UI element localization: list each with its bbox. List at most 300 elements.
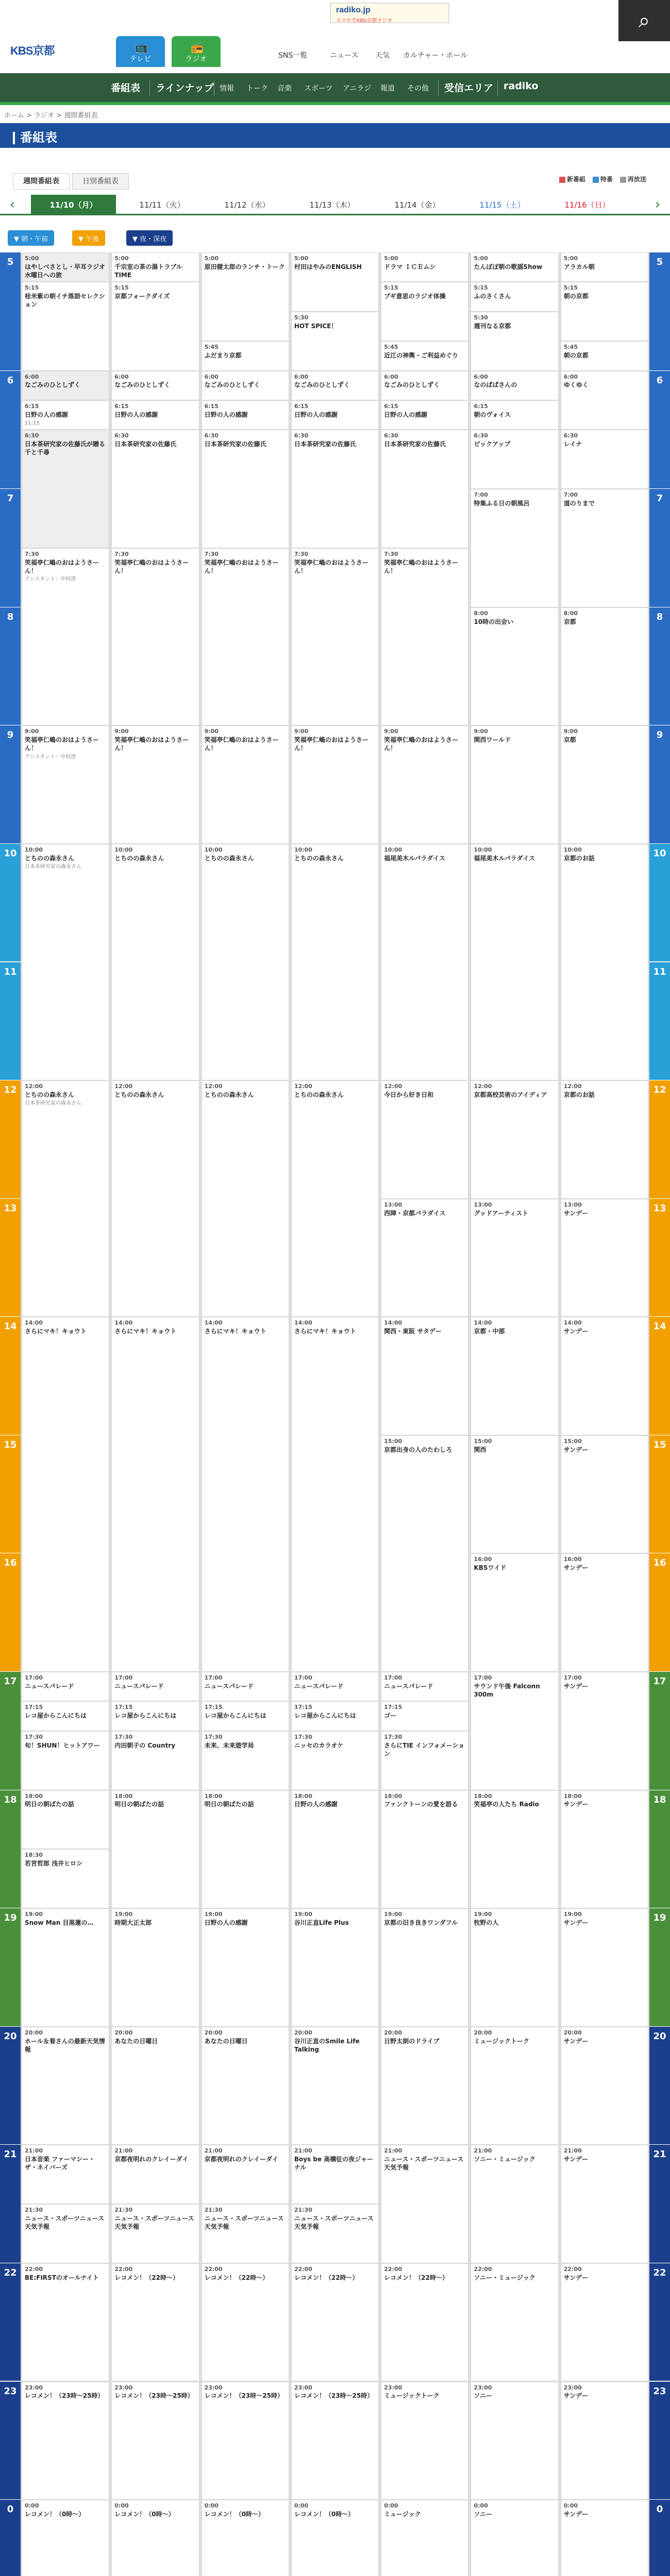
program-cell[interactable]	[22, 1790, 109, 1850]
hour-label: 11	[649, 962, 670, 1081]
tab-weekly[interactable]: 週間番組表	[13, 173, 70, 190]
program-cell[interactable]	[561, 341, 648, 370]
program-cell[interactable]	[471, 252, 558, 282]
program-cell[interactable]	[111, 1701, 199, 1731]
program-cell[interactable]	[471, 400, 558, 430]
program-time: 10:00	[563, 846, 582, 853]
program-cell[interactable]	[22, 1701, 109, 1731]
program-time: 6:30	[25, 432, 39, 439]
program-time: 7:00	[474, 492, 488, 499]
program-cell[interactable]	[291, 2204, 379, 2263]
program-cell[interactable]	[111, 282, 199, 370]
program-time: 9:00	[294, 728, 309, 735]
program-cell[interactable]	[561, 1317, 648, 1435]
program-cell[interactable]	[202, 2204, 289, 2263]
day-column	[560, 252, 649, 2576]
nav-talk[interactable]: トーク	[246, 84, 268, 93]
program-cell[interactable]	[111, 1080, 199, 1317]
program-cell[interactable]	[471, 1435, 558, 1554]
program-cell[interactable]	[111, 2145, 199, 2204]
program-cell[interactable]	[22, 1731, 109, 1790]
nav-schedule[interactable]: 番組表	[111, 82, 141, 94]
program-cell[interactable]	[202, 400, 289, 430]
program-cell[interactable]	[471, 489, 558, 607]
program-cell[interactable]	[202, 725, 289, 844]
program-time: 15:00	[384, 1437, 403, 1445]
program-cell[interactable]	[202, 1672, 289, 1701]
program-time: 13:00	[474, 1201, 492, 1208]
program-time: 9:00	[384, 728, 398, 735]
filter-afternoon[interactable]: ▼ 午後	[72, 230, 105, 246]
program-cell[interactable]	[471, 1672, 558, 1790]
program-cell[interactable]	[471, 1553, 558, 1672]
program-cell[interactable]	[111, 2500, 199, 2576]
program-cell[interactable]	[381, 1672, 468, 1701]
program-title: 朝のヴォイス	[474, 411, 511, 418]
program-time: 17:30	[25, 1733, 43, 1740]
chevron-right-icon: ›	[655, 197, 661, 212]
program-time: 6:30	[384, 432, 398, 439]
program-time: 21:30	[114, 2207, 133, 2214]
hour-label: 18	[649, 1790, 670, 1909]
program-cell[interactable]	[111, 1908, 199, 2027]
program-cell[interactable]	[111, 1790, 199, 1909]
program-title: 関西・東阪 サタデー	[384, 1328, 442, 1335]
program-cell[interactable]	[111, 430, 199, 548]
program-cell[interactable]	[202, 252, 289, 341]
program-title: ミュージックトーク	[384, 2392, 440, 2400]
hour-label: 13	[0, 1199, 21, 1317]
program-time: 5:15	[114, 284, 129, 292]
program-cell[interactable]	[22, 1317, 109, 1672]
program-cell[interactable]	[22, 1849, 109, 1908]
program-cell[interactable]	[471, 2382, 558, 2500]
program-cell[interactable]	[471, 1317, 558, 1435]
program-title: 日野の人の感謝	[25, 411, 69, 418]
program-title: 京都のお話	[563, 1091, 595, 1098]
program-time: 6:00	[294, 373, 309, 380]
program-time: 9:00	[204, 728, 219, 735]
program-cell[interactable]	[471, 1080, 558, 1199]
site-header	[0, 0, 670, 73]
program-cell[interactable]	[291, 2382, 379, 2500]
program-cell[interactable]	[111, 252, 199, 282]
legend	[559, 175, 651, 183]
program-cell[interactable]	[291, 1908, 379, 2027]
hour-label: 15	[649, 1435, 670, 1554]
program-title: 明日の朝ばたの話	[204, 1801, 254, 1808]
program-title: サンデー	[563, 2510, 589, 2518]
program-cell[interactable]	[381, 400, 468, 430]
program-cell[interactable]	[22, 430, 109, 548]
program-cell[interactable]	[111, 1731, 199, 1790]
program-cell[interactable]	[202, 1908, 289, 2027]
program-cell[interactable]	[202, 341, 289, 370]
filter-morning[interactable]: ▼ 朝・午前	[8, 230, 54, 246]
program-time: 22:00	[563, 2265, 582, 2273]
program-time: 6:15	[114, 402, 129, 410]
nav-music[interactable]: 音楽	[277, 84, 292, 93]
program-cell[interactable]	[202, 844, 289, 1080]
program-title: レコメン！（22時〜）	[114, 2274, 179, 2281]
program-time: 6:00	[25, 373, 39, 380]
program-cell[interactable]	[381, 1435, 468, 1672]
program-cell[interactable]	[202, 548, 289, 725]
schedule-grid	[0, 252, 670, 2576]
program-cell[interactable]	[111, 844, 199, 1080]
program-cell[interactable]	[291, 2145, 379, 2204]
program-cell[interactable]	[381, 844, 468, 1080]
program-cell[interactable]	[22, 1908, 109, 2027]
date-tab[interactable]: 11/13（木）	[309, 200, 355, 210]
date-tab[interactable]: 11/15（土）	[479, 200, 525, 210]
nav-info[interactable]: 情報	[220, 84, 234, 93]
program-cell[interactable]	[291, 2027, 379, 2145]
program-cell[interactable]	[561, 371, 648, 430]
program-cell[interactable]	[471, 312, 558, 371]
program-time: 21:30	[25, 2207, 43, 2214]
program-cell[interactable]	[291, 252, 379, 312]
program-cell[interactable]	[381, 2263, 468, 2382]
program-time: 6:30	[204, 432, 219, 439]
program-cell[interactable]	[381, 1731, 468, 1790]
program-cell[interactable]	[561, 1908, 648, 2027]
program-title: 笑福亭仁嶋のおはようさーん！	[204, 558, 279, 574]
program-cell[interactable]	[22, 2263, 109, 2382]
link-weather[interactable]: 天気	[375, 52, 390, 60]
program-time: 22:00	[384, 2265, 403, 2273]
program-cell[interactable]	[202, 371, 289, 400]
program-time: 18:00	[384, 1792, 403, 1800]
program-cell[interactable]	[22, 1080, 109, 1317]
date-tab[interactable]: 11/14（金）	[394, 200, 440, 210]
program-cell[interactable]	[22, 844, 109, 1080]
program-cell[interactable]	[561, 2263, 648, 2382]
program-cell[interactable]	[291, 2500, 379, 2576]
date-tab[interactable]: 11/11（火）	[139, 200, 185, 210]
program-time: 9:00	[114, 728, 129, 735]
nav-other[interactable]: その他	[407, 84, 429, 93]
program-cell[interactable]	[291, 312, 379, 371]
program-cell[interactable]	[471, 2500, 558, 2576]
program-time: 10:00	[384, 846, 403, 853]
program-cell[interactable]	[471, 2027, 558, 2145]
program-cell[interactable]	[291, 548, 379, 725]
program-cell[interactable]	[291, 1317, 379, 1672]
program-cell[interactable]	[561, 607, 648, 726]
program-cell[interactable]	[111, 548, 199, 725]
date-tab[interactable]: 11/16（日）	[564, 200, 610, 210]
program-cell[interactable]	[381, 430, 468, 548]
program-time: 21:00	[114, 2147, 133, 2155]
program-title: Boys be 高橋征の夜ジャーナル	[294, 2156, 374, 2172]
program-cell[interactable]	[291, 371, 379, 400]
program-title: 関西	[474, 1446, 487, 1453]
program-cell[interactable]	[561, 2382, 648, 2500]
program-title: 牧野の人	[474, 1919, 499, 1926]
program-cell[interactable]	[202, 2382, 289, 2500]
program-cell[interactable]	[291, 844, 379, 1080]
program-cell[interactable]	[381, 1317, 468, 1435]
program-cell[interactable]	[471, 1908, 558, 2027]
program-cell[interactable]	[111, 371, 199, 400]
link-news[interactable]: ニュース	[330, 52, 359, 60]
program-cell[interactable]	[381, 2145, 468, 2263]
program-cell[interactable]	[291, 1731, 379, 1790]
radiko-banner[interactable]: radiko.jp スマホでKBS京都ラジオ	[330, 3, 449, 23]
program-cell[interactable]	[471, 371, 558, 400]
program-time: 5:30	[474, 314, 488, 321]
program-cell[interactable]	[381, 341, 468, 370]
program-time: 20:00	[114, 2029, 133, 2036]
program-title: ソニー・ミュージック	[474, 2156, 535, 2163]
nav-area[interactable]: 受信エリア	[444, 82, 494, 94]
program-title: 福尾美木ルパラダイス	[384, 854, 445, 862]
program-title: とちのの森永さん	[25, 854, 75, 862]
nav-lineup[interactable]: ラインナップ	[156, 82, 214, 94]
program-cell[interactable]	[291, 400, 379, 430]
program-time: 14:00	[294, 1319, 312, 1327]
program-cell[interactable]	[291, 725, 379, 844]
program-time: 17:30	[114, 1733, 133, 1740]
program-cell[interactable]	[202, 1080, 289, 1317]
program-cell[interactable]	[561, 1672, 648, 1790]
program-cell[interactable]	[22, 282, 109, 370]
program-time: 5:45	[563, 344, 578, 351]
program-time: 19:00	[384, 1911, 403, 1918]
program-time: 20:00	[563, 2029, 582, 2036]
program-cell[interactable]	[561, 2145, 648, 2263]
program-title: ミュージックトーク	[474, 2037, 529, 2045]
program-cell[interactable]	[111, 1317, 199, 1672]
program-cell[interactable]	[22, 548, 109, 725]
program-cell[interactable]	[471, 282, 558, 311]
program-cell[interactable]	[381, 1790, 468, 1909]
program-cell[interactable]	[381, 282, 468, 341]
program-time: 9:00	[563, 728, 578, 735]
program-cell[interactable]	[561, 725, 648, 844]
program-cell[interactable]	[202, 1731, 289, 1790]
program-cell[interactable]	[202, 1790, 289, 1909]
program-time: 5:00	[563, 255, 578, 262]
program-time: 19:00	[25, 1911, 43, 1918]
program-cell[interactable]	[202, 2263, 289, 2382]
program-title: 笑福亭仁嶋のおはようさーん！	[294, 736, 368, 752]
nav-news[interactable]: 報道	[380, 84, 395, 93]
program-cell[interactable]	[22, 2204, 109, 2263]
program-cell[interactable]	[471, 607, 558, 726]
program-title: ソニー	[474, 2510, 493, 2518]
program-time: 0:00	[294, 2502, 309, 2510]
date-tab[interactable]: 11/10（月）	[31, 195, 116, 215]
program-cell[interactable]	[291, 430, 379, 548]
tab-daily[interactable]: 日別番組表	[72, 173, 129, 190]
program-sub: 日本茶研究家の森永さん	[25, 1100, 81, 1107]
tab-radio[interactable]: 📻 ラジオ	[172, 36, 221, 67]
tab-tv[interactable]: 📺 テレビ	[116, 36, 165, 67]
program-cell[interactable]	[111, 2382, 199, 2500]
program-time: 15:00	[474, 1437, 492, 1445]
program-cell[interactable]	[471, 2145, 558, 2263]
program-cell[interactable]	[111, 2263, 199, 2382]
program-title: グッドアーティスト	[474, 1209, 529, 1217]
program-cell[interactable]	[381, 1908, 468, 2027]
program-title: 谷川正直Life Plus	[294, 1919, 349, 1926]
hour-label: 7	[649, 489, 670, 607]
program-cell[interactable]	[471, 430, 558, 489]
program-cell[interactable]	[22, 400, 109, 430]
program-title: サンデー	[563, 2392, 589, 2400]
program-cell[interactable]	[22, 2145, 109, 2204]
program-cell[interactable]	[22, 2382, 109, 2500]
program-time: 5:00	[384, 255, 398, 262]
program-cell[interactable]	[561, 1080, 648, 1199]
program-cell[interactable]	[202, 1317, 289, 1672]
program-cell[interactable]	[291, 2263, 379, 2382]
next-week-button[interactable]	[650, 195, 665, 215]
program-cell[interactable]	[111, 2204, 199, 2263]
program-cell[interactable]	[202, 2027, 289, 2145]
program-cell[interactable]	[111, 2027, 199, 2145]
program-title: ふだまり京都	[204, 352, 242, 360]
program-time: 21:30	[204, 2207, 223, 2214]
program-title: 京都夜明れのクレイーダイ	[204, 2156, 278, 2163]
program-cell[interactable]	[22, 371, 109, 400]
program-time: 8:00	[563, 609, 578, 617]
program-title: とちのの森永さん	[294, 1091, 344, 1098]
program-cell[interactable]	[471, 844, 558, 1080]
program-title: ソニー・ミュージック	[474, 2274, 535, 2281]
program-title: 笑福亭の人たち Radio	[474, 1801, 539, 1808]
program-cell[interactable]	[561, 1553, 648, 1672]
program-cell[interactable]	[561, 2027, 648, 2145]
program-cell[interactable]	[291, 1672, 379, 1701]
program-cell[interactable]	[202, 2500, 289, 2576]
program-cell[interactable]	[381, 725, 468, 844]
program-title: ニュースパレード	[204, 1682, 254, 1690]
program-cell[interactable]	[22, 1672, 109, 1701]
program-title: とちのの森永さん	[204, 854, 254, 862]
program-cell[interactable]	[561, 252, 648, 282]
program-title: レコメン！（22時〜）	[384, 2274, 448, 2281]
program-cell[interactable]	[381, 1199, 468, 1317]
program-cell[interactable]	[381, 371, 468, 400]
program-cell[interactable]	[111, 400, 199, 430]
program-title: 京都夜明れのクレイーダイ	[114, 2156, 189, 2163]
program-title: レコメン！（23時〜25時）	[114, 2392, 194, 2400]
main-nav	[0, 73, 670, 105]
site-logo[interactable]: KBS京都	[10, 44, 55, 57]
program-cell[interactable]	[381, 2027, 468, 2145]
date-tab[interactable]: 11/12（水）	[224, 200, 270, 210]
program-cell[interactable]	[202, 2145, 289, 2204]
nav-radiko[interactable]: radiko	[504, 80, 539, 92]
program-title: 笑福亭仁嶋のおはようさーん！	[384, 736, 459, 752]
program-cell[interactable]	[471, 2263, 558, 2382]
program-cell[interactable]	[471, 1790, 558, 1909]
program-title: 日本茶研究家の佐藤氏	[384, 440, 446, 448]
program-cell[interactable]	[111, 725, 199, 844]
program-cell[interactable]	[381, 1080, 468, 1199]
program-time: 22:00	[474, 2265, 492, 2273]
program-time: 16:00	[563, 1556, 582, 1563]
program-title: 朝の京都	[563, 352, 589, 360]
program-title: 京都・中部	[474, 1328, 505, 1335]
program-time: 17:15	[114, 1704, 133, 1711]
program-cell[interactable]	[22, 2027, 109, 2145]
program-cell[interactable]	[22, 2500, 109, 2576]
program-time: 6:15	[204, 402, 219, 410]
nav-sports[interactable]: スポーツ	[304, 84, 333, 93]
program-cell[interactable]	[22, 725, 109, 844]
hour-label: 21	[649, 2145, 670, 2263]
program-cell[interactable]	[561, 1790, 648, 1909]
legend-new: 新番組	[559, 175, 585, 183]
program-title: さらにTIE インフォメーション	[384, 1741, 465, 1757]
program-cell[interactable]	[202, 430, 289, 548]
program-cell[interactable]	[561, 2500, 648, 2576]
program-cell[interactable]	[381, 548, 468, 725]
search-icon: ⌕	[638, 9, 650, 32]
program-cell[interactable]	[381, 252, 468, 282]
program-cell[interactable]	[561, 430, 648, 489]
program-cell[interactable]	[561, 282, 648, 341]
program-title: 関西ワールド	[474, 736, 511, 744]
program-cell[interactable]	[111, 1672, 199, 1701]
link-sns[interactable]: SNS一覧	[278, 52, 308, 60]
program-title: とちのの森永さん	[294, 854, 344, 862]
program-cell[interactable]	[291, 1701, 379, 1731]
program-cell[interactable]	[202, 1701, 289, 1731]
program-title: レコ屋からこんにちは	[25, 1712, 87, 1720]
program-cell[interactable]	[561, 489, 648, 607]
program-cell[interactable]	[291, 1080, 379, 1317]
program-title: ゆくゆく	[563, 381, 589, 389]
program-title: なごみのひとしずく	[204, 381, 260, 389]
program-cell[interactable]	[561, 844, 648, 1080]
nav-accent-bar	[0, 102, 670, 105]
program-cell[interactable]	[381, 2500, 468, 2576]
tv-icon: 📺	[135, 41, 148, 54]
filter-night[interactable]: ▼ 夜・深夜	[126, 230, 173, 246]
program-cell[interactable]	[381, 1701, 468, 1731]
hour-label: 7	[0, 489, 21, 607]
program-cell[interactable]	[561, 1199, 648, 1317]
search-button[interactable]	[618, 0, 670, 41]
program-time: 17:30	[204, 1733, 223, 1740]
nav-anime[interactable]: アニラジ	[343, 84, 372, 93]
program-time: 22:00	[294, 2265, 312, 2273]
program-title: サンデー	[563, 1919, 589, 1926]
program-cell[interactable]	[471, 725, 558, 844]
program-cell[interactable]	[381, 2382, 468, 2500]
program-title: 京都の旧き良きワンダフル	[384, 1919, 458, 1926]
program-title: 笑福亭仁嶋のおはようさーん！	[384, 558, 459, 574]
program-cell[interactable]	[291, 1790, 379, 1909]
program-cell[interactable]	[471, 1199, 558, 1317]
program-cell[interactable]	[22, 252, 109, 282]
link-culture[interactable]: カルチャー・ホール	[403, 52, 468, 60]
program-time: 17:15	[204, 1704, 223, 1711]
program-time: 5:45	[384, 344, 398, 351]
breadcrumb[interactable]: ホーム > ラジオ > 週間番組表	[4, 112, 98, 120]
program-cell[interactable]	[561, 1435, 648, 1554]
prev-week-button[interactable]	[5, 195, 20, 215]
hour-label: 19	[0, 1908, 21, 2027]
hour-label: 21	[0, 2145, 21, 2263]
program-title: 明日の朝ばたの話	[25, 1801, 75, 1808]
program-title: 近江の神輿・ご利益めぐり	[384, 352, 459, 360]
